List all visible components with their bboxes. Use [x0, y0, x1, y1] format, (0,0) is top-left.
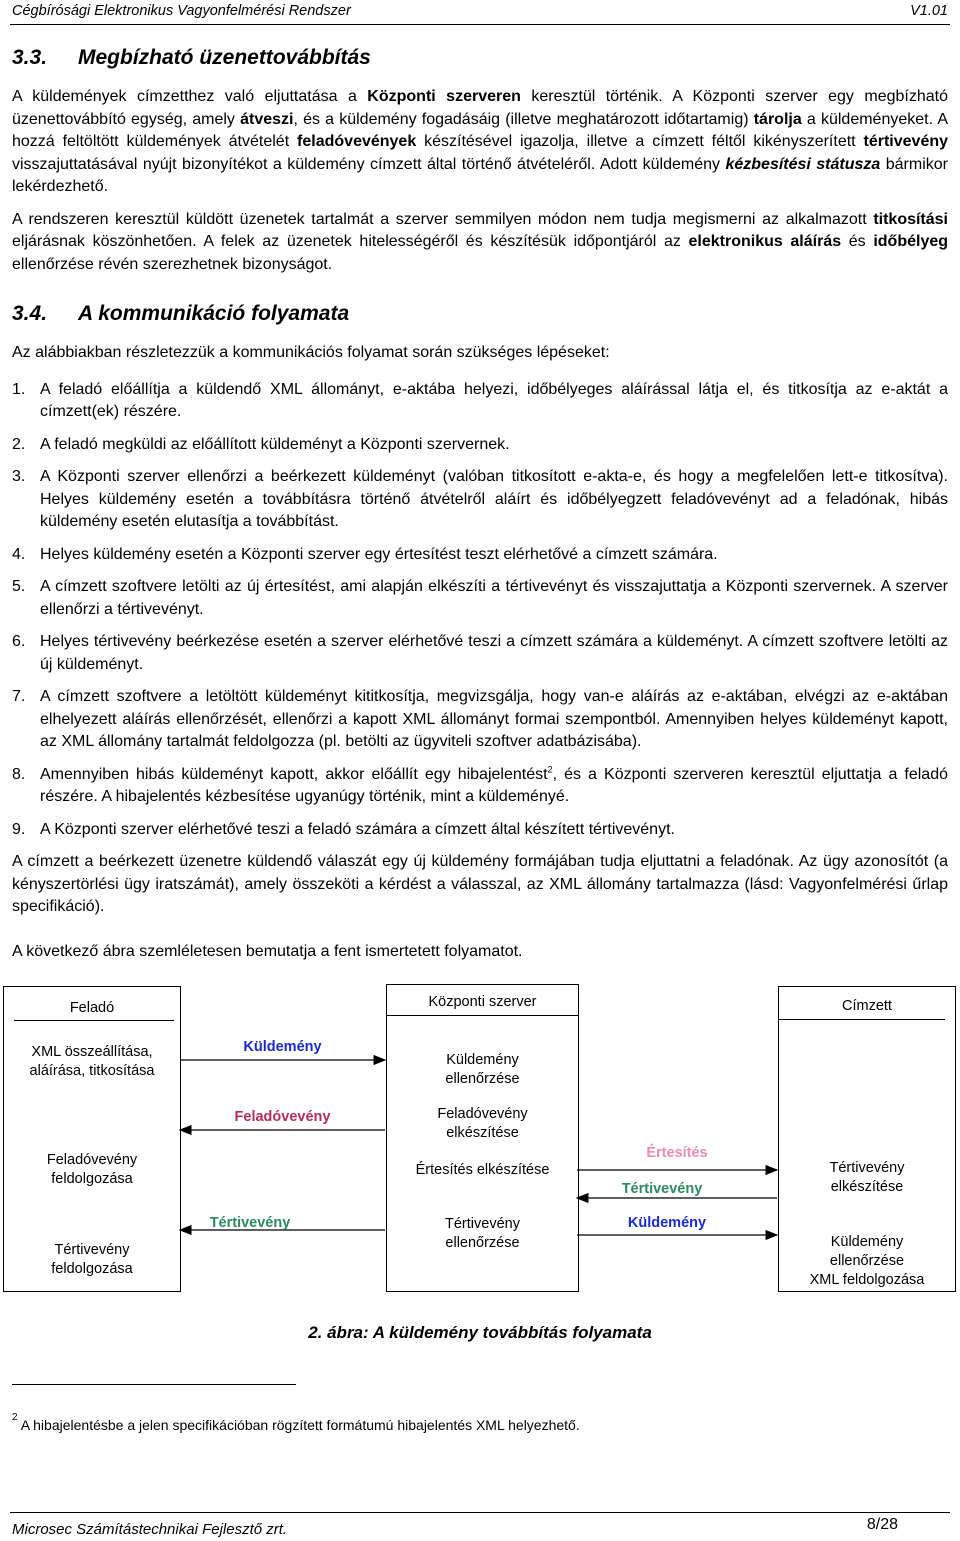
- step-number: 5.: [12, 578, 26, 595]
- szerver-item-ellenorzes: Küldemény ellenőrzése: [445, 1052, 520, 1087]
- step-text: Helyes küldemény esetén a Központi szerver egy értesítést teszt elérhetővé a címzett számára.: [40, 545, 718, 563]
- arrow-label-kuldemeny-1: Küldemény: [243, 1039, 322, 1055]
- feladó-column: [3, 986, 181, 1292]
- paragraph-text: A rendszeren keresztül küldött üzenetek tartalmát a szerver semmilyen módon nem tudja megismerni az alkalmazott: [12, 210, 874, 228]
- címzett-item-kuldemeny: Küldemény ellenőrzése XML feldolgozása: [809, 1234, 925, 1288]
- arrow-label-kuldemeny-2: Küldemény: [627, 1215, 707, 1231]
- paragraph-text: keresztül történik. A Központi szerver egy megbízható üzenettovábbító egység, amely: [12, 88, 948, 128]
- step-number: 7.: [12, 688, 26, 705]
- szerver-item-tertivev: Tértivevény ellenőrzése: [445, 1216, 520, 1251]
- címzett-title: Címzett: [842, 998, 892, 1014]
- step-text: A Központi szerver ellenőrzi a beérkezett küldeményt (valóban titkosított e-akta-e, és hogy a megfelelően lett-e titkosítva). Helyes küldemény esetén a továbbításra történő átvételről aláírt és időbélyegzett feladóvevényt ad a feladónak, hibás küldemény esetén elutasítja a továbbítást.: [40, 468, 948, 530]
- szerver-item-ertesites: Értesítés elkészítése: [415, 1162, 550, 1178]
- step-text: Helyes tértivevény beérkezése esetén a szerver elérhetővé teszi a címzett számára a küldeményt. A címzett szoftvere letölti az új küldeményt.: [40, 633, 948, 673]
- emphasis-text: átveszi: [240, 110, 294, 128]
- step-item: [12, 576, 948, 621]
- paragraph-text: és: [841, 233, 874, 250]
- step-item: [12, 379, 948, 424]
- footnote-separator: [12, 1384, 296, 1385]
- header-version: V1.01: [910, 3, 948, 19]
- footnote: [12, 1412, 580, 1434]
- step-text: A Központi szerver elérhetővé teszi a feladó számára a címzett által készített tértivevényt.: [40, 820, 675, 838]
- page-header: [10, 0, 950, 25]
- paragraph-text: eljárásnak köszönhetően. A felek az üzenetek hitelességéről és készítésük időpontjáról az: [12, 233, 689, 250]
- címzett-column: [778, 986, 956, 1292]
- step-item: [12, 434, 948, 457]
- step-item: [12, 819, 948, 842]
- footer-company: Microsec Számítástechnikai Fejlesztő zrt.: [12, 1521, 288, 1538]
- step-item: [12, 544, 948, 567]
- paragraph-text: ellenőrzése révén szerezhetnek bizonyságot.: [12, 255, 333, 273]
- arrow-label-feladovev: Feladóvevény: [234, 1109, 331, 1125]
- step-item: [12, 686, 948, 754]
- paragraph-text: a küldeményeket. A hozzá feltöltött küldemények átvételét: [12, 110, 948, 150]
- feladó-item-tertivev: Tértivevény feldolgozása: [51, 1242, 133, 1277]
- emphasis-text: tárolja: [753, 110, 802, 128]
- paragraph-text: A küldemények címzetthez való eljuttatása a: [12, 88, 368, 105]
- step-text: A feladó előállítja a küldendő XML állományt, e-aktába helyezi, időbélyeges aláírással látja el, és titkosítja az e-aktát a címzett(ek) részére.: [40, 380, 948, 420]
- arrow-label-tertivev-1: Tértivevény: [209, 1215, 291, 1231]
- process-diagram: [0, 980, 960, 1320]
- emphasis-text: feladóvevények: [297, 133, 417, 150]
- step-number: 3.: [12, 468, 26, 485]
- section-3-3-heading: 3.3. Megbízható üzenettovábbítás: [12, 46, 371, 69]
- step-text: Amennyiben hibás küldeményt kapott, akkor előállít egy hibajelentést: [40, 765, 548, 783]
- címzett-item-tertivev: Tértivevény elkészítése: [829, 1160, 905, 1195]
- paragraph-text: bármikor lekérdezhető.: [12, 155, 948, 195]
- step-text: A címzett szoftvere letölti az új értesítést, ami alapján elkészíti a tértivevényt és visszajuttatja a Központi szervernek. A szerver ellenőrzi a tértivevényt.: [40, 578, 948, 618]
- emphasis-text: Központi szerveren: [367, 88, 521, 105]
- feladó-item-feladovev: Feladóvevény feldolgozása: [46, 1152, 138, 1187]
- steps-list: [12, 379, 948, 842]
- step-number: 2.: [12, 435, 26, 453]
- step-number: 8.: [12, 765, 26, 783]
- feladó-item-xml: XML összeállítása, aláírása, titkosítása: [29, 1044, 155, 1079]
- paragraph-encryption: [12, 209, 948, 277]
- step-item: [12, 764, 948, 809]
- step-number: 1.: [12, 380, 26, 398]
- emphasis-text: időbélyeg: [873, 233, 949, 250]
- paragraph-text: , és a küldemény fogadásáig (illetve meghatározott időtartamig): [293, 110, 754, 128]
- section-3-4-heading: 3.4. A kommunikáció folyamata: [12, 302, 350, 325]
- arrow-label-tertivev-2: Tértivevény: [621, 1181, 703, 1197]
- reply-paragraph: A címzett a beérkezett üzenetre küldendő válaszát egy új küldemény formájában tudja eljuttatni a feladónak. Az ügy azonosítót (a kényszertörlési ügy iratszámát), amely összeköti a kérdést a válasszal, az XML állomány tartalmazza (lásd: Vagyonfelmérési űrlap specifikáció).: [12, 853, 948, 915]
- paragraph-text: visszajuttatásával nyújt bizonyítékot a küldemény címzett által történő átvételéről. Adott küldemény: [12, 155, 726, 173]
- feladó-title: Feladó: [69, 1000, 115, 1016]
- szerver-item-feladovev: Feladóvevény elkészítése: [437, 1106, 528, 1141]
- step-item: [12, 466, 948, 534]
- szerver-column: [386, 984, 579, 1292]
- figure-caption: 2. ábra: A küldemény továbbítás folyamata: [308, 1323, 652, 1342]
- step-text: A feladó megküldi az előállított küldeményt a Központi szervernek.: [40, 435, 510, 453]
- footnote-number: 2: [12, 1412, 18, 1424]
- document-body: [12, 44, 948, 963]
- emphasis-text: elektronikus aláírás: [688, 233, 842, 250]
- header-title: Cégbírósági Elektronikus Vagyonfelmérési Rendszer: [12, 3, 351, 19]
- emphasis-text: titkosítási: [873, 210, 948, 228]
- step-number: 6.: [12, 633, 26, 650]
- step-text: A címzett szoftvere a letöltött küldeményt kititkosítja, megvizsgálja, hogy van-e aláírás az e-aktában, elvégzi az e-aktában elhelyezett aláírás ellenőrzését, ellenőrzi a kapott XML állományt formai szempontból. Amennyiben helyes küldeményt kapott, az XML állomány tartalmát feldolgozza (pl. betölti az ügyviteli szoftver adatbázisába).: [40, 688, 948, 750]
- paragraph-text: készítésével igazolja, illetve a címzett féltől kikényszerített: [416, 133, 864, 150]
- step-number: 9.: [12, 820, 26, 838]
- footnote-ref: 2: [547, 764, 553, 775]
- emphasis-text: kézbesítési státusza: [725, 155, 881, 173]
- intro-paragraph: Az alábbiakban részletezzük a kommunikációs folyamat során szükséges lépéseket:: [12, 344, 610, 361]
- arrow-label-ertesites: Értesítés: [646, 1145, 708, 1161]
- szerver-title: Központi szerver: [428, 994, 537, 1010]
- page-footer: [10, 1512, 950, 1541]
- paragraph-server: [12, 86, 948, 199]
- step-item: [12, 631, 948, 676]
- footnote-text: A hibajelentésbe a jelen specifikációban rögzített formátumú hibajelentés XML helyezhető.: [20, 1417, 580, 1433]
- footer-page-number: 8/28: [866, 1516, 898, 1533]
- step-number: 4.: [12, 545, 26, 563]
- step-text-continued: , és a Központi szerveren keresztül eljuttatja a feladó részére. A hibajelentés kézbesítése ugyanúgy történik, mint a küldeményé.: [40, 765, 948, 805]
- figure-intro: A következő ábra szemléletesen bemutatja a fent ismertetett folyamatot.: [12, 942, 523, 960]
- emphasis-text: tértivevény: [863, 133, 949, 150]
